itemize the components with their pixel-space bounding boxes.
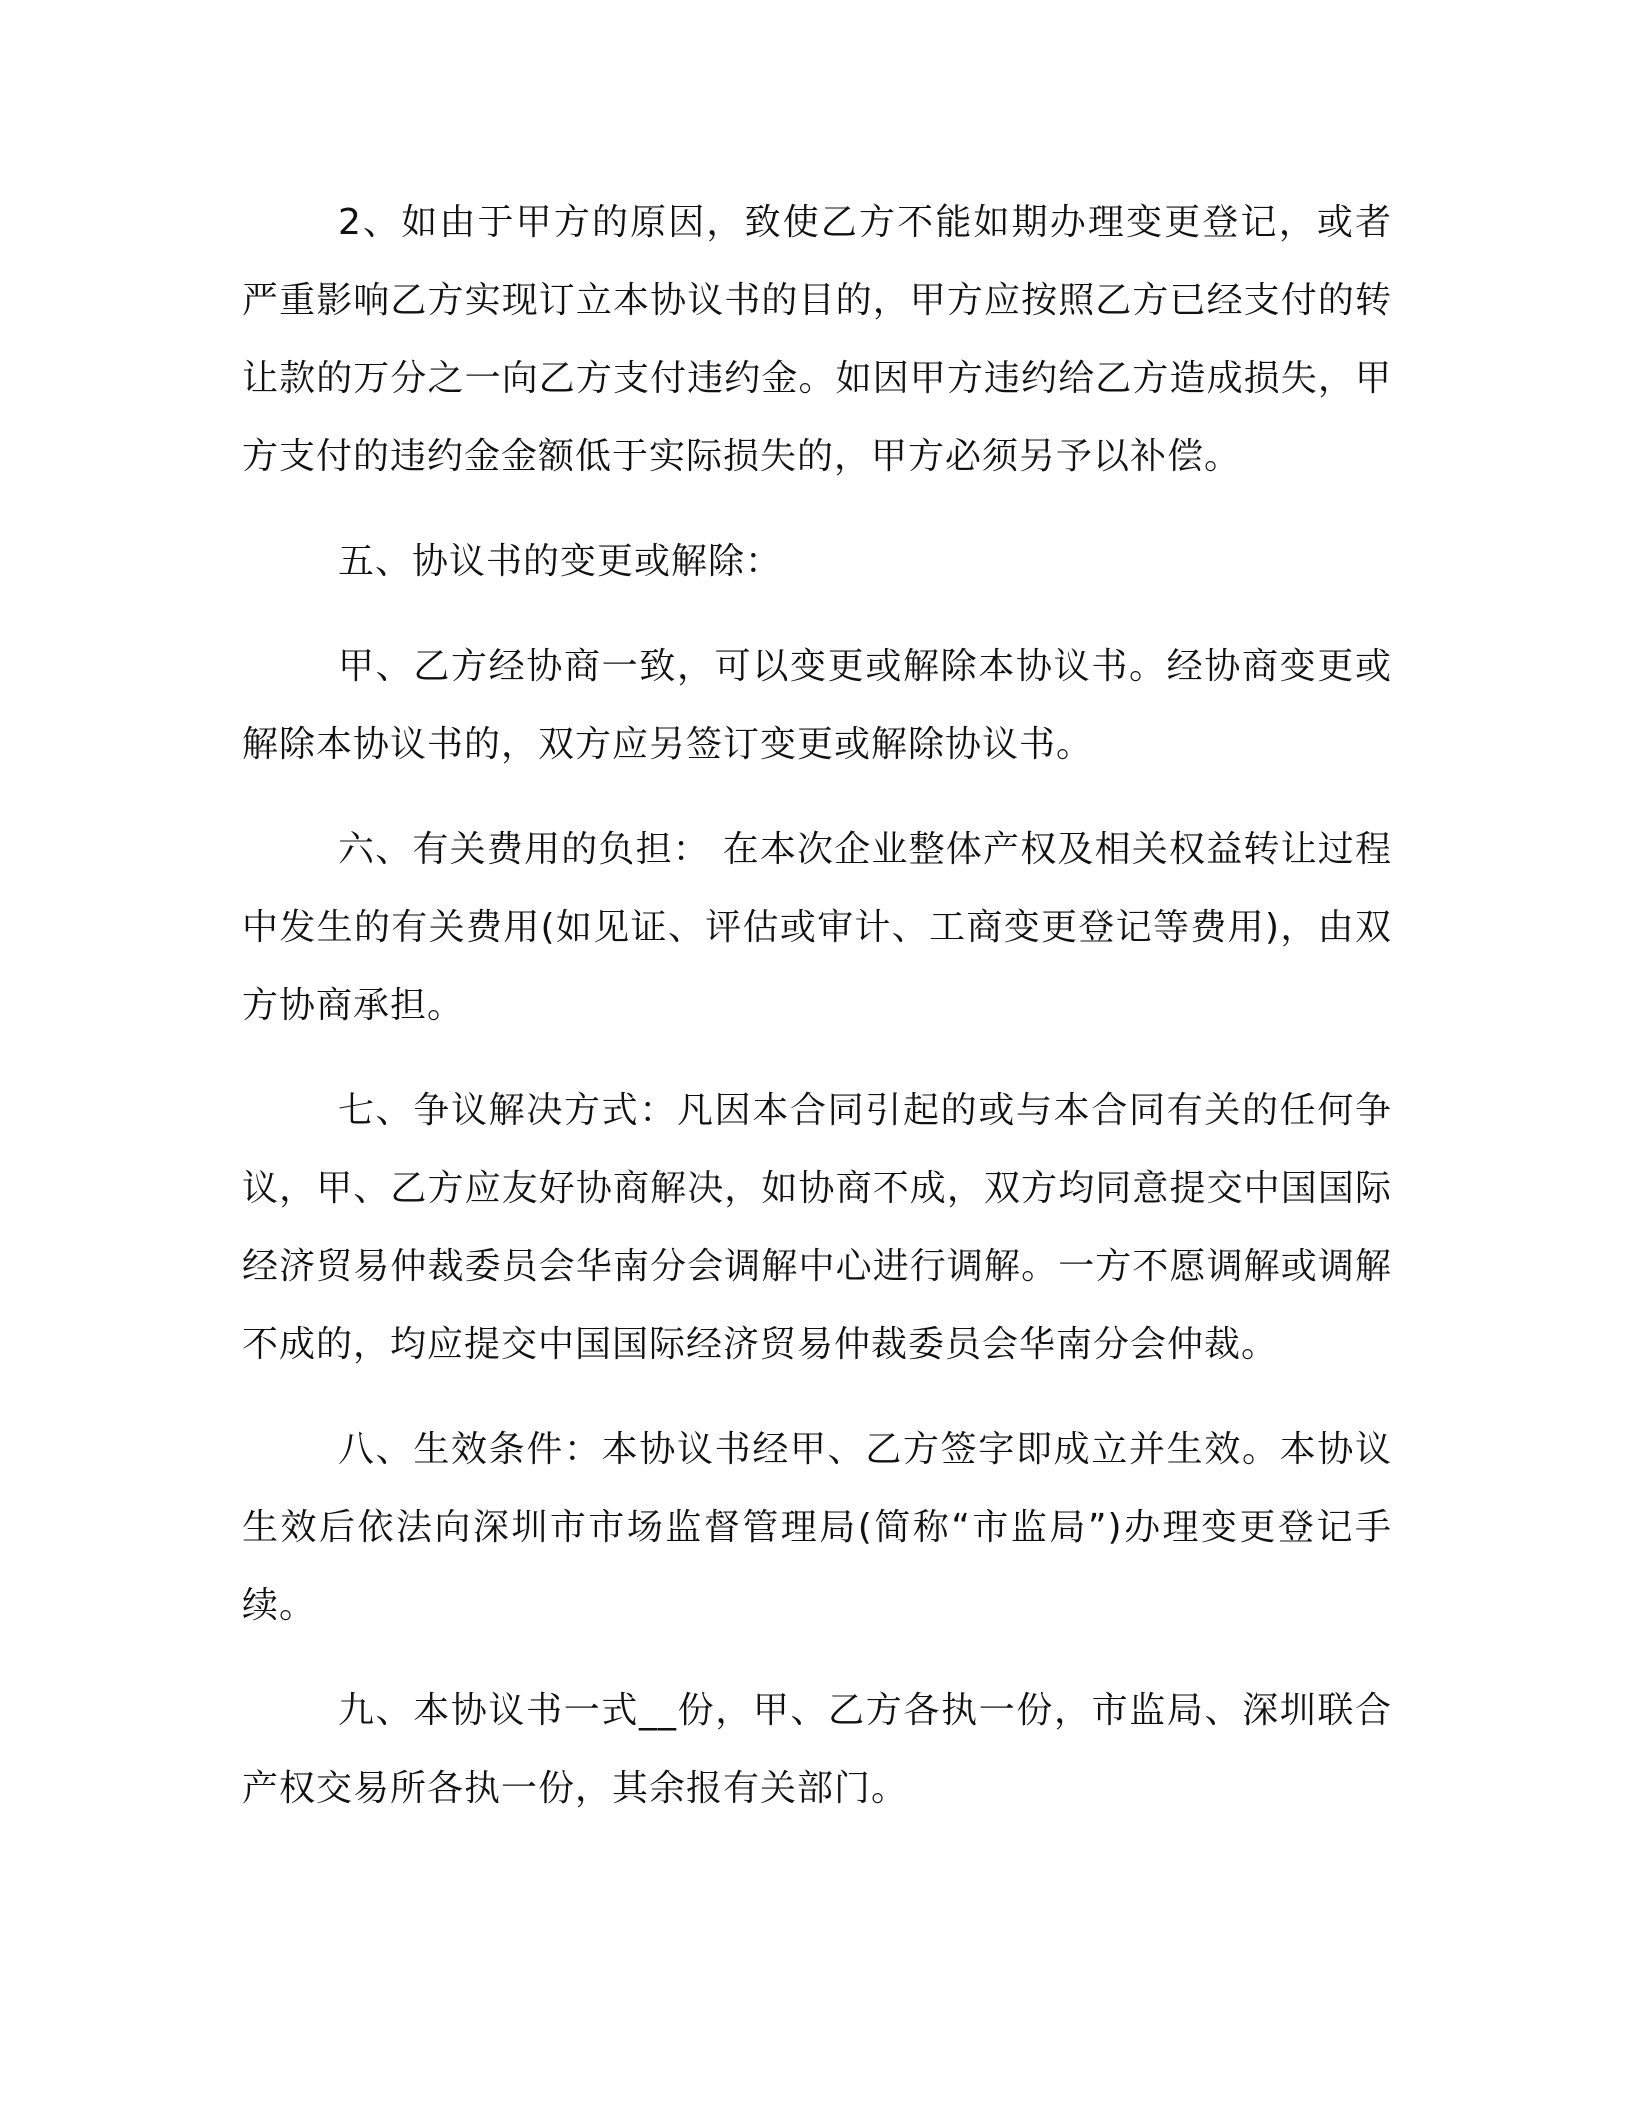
clause-4-2-paragraph: 2、如由于甲方的原因，致使乙方不能如期办理变更登记，或者严重影响乙方实现订立本协议书的目的，甲方应按照乙方已经支付的转让款的万分之一向乙方支付违约金。如因甲方违约给乙方造成损失，甲方支付的违约金金额低于实际损失的，甲方必须另予以补偿。 bbox=[242, 202, 1392, 477]
clause-9-paragraph: 九、本协议书一式__份，甲、乙方各执一份，市监局、深圳联合产权交易所各执一份，其余报有关部门。 bbox=[242, 1690, 1392, 1809]
clause-7-paragraph: 七、争议解决方式：凡因本合同引起的或与本合同有关的任何争议，甲、乙方应友好协商解决，如协商不成，双方均同意提交中国国际经济贸易仲裁委员会华南分会调解中心进行调解。一方不愿调解或调解不成的，均应提交中国国际经济贸易仲裁委员会华南分会仲裁。 bbox=[242, 1090, 1392, 1365]
clause-6-paragraph: 六、有关费用的负担： 在本次企业整体产权及相关权益转让过程中发生的有关费用(如见证、评估或审计、工商变更登记等费用)，由双方协商承担。 bbox=[242, 829, 1392, 1026]
clause-8-paragraph: 八、生效条件：本协议书经甲、乙方签字即成立并生效。本协议生效后依法向深圳市市场监督管理局(简称“市监局”)办理变更登记手续。 bbox=[242, 1429, 1392, 1626]
clause-5-heading: 五、协议书的变更或解除： bbox=[338, 541, 783, 582]
clause-5-paragraph: 甲、乙方经协商一致，可以变更或解除本协议书。经协商变更或解除本协议书的，双方应另签订变更或解除协议书。 bbox=[242, 646, 1392, 765]
document-body bbox=[242, 184, 1392, 1828]
